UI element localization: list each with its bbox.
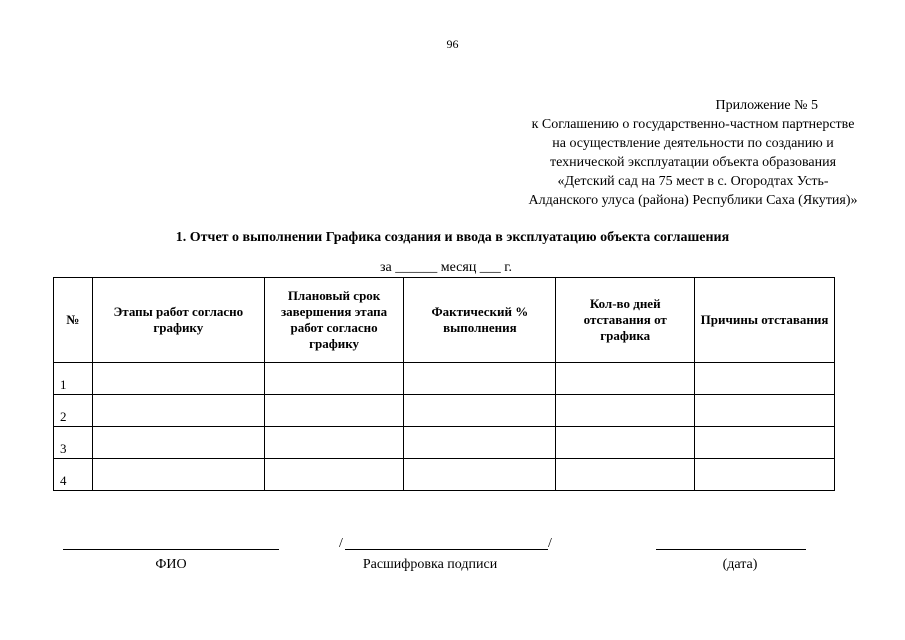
- header-reasons: Причины отставания: [695, 278, 835, 363]
- header-actual-percent: Фактический % выполнения: [404, 278, 556, 363]
- table-cell[interactable]: [695, 459, 835, 491]
- table-cell[interactable]: [92, 427, 264, 459]
- page-number: 96: [446, 37, 459, 51]
- appendix-line: «Детский сад на 75 мест в с. Огородтах Усть-: [557, 174, 829, 189]
- table-cell[interactable]: [404, 395, 556, 427]
- row-number: 1: [54, 363, 93, 395]
- table-row: [54, 459, 835, 491]
- date-signature-line[interactable]: [656, 549, 806, 550]
- fio-label: ФИО: [155, 557, 187, 572]
- table-row: [54, 427, 835, 459]
- table-cell[interactable]: [404, 459, 556, 491]
- table-cell[interactable]: [556, 459, 695, 491]
- table-cell[interactable]: [264, 395, 404, 427]
- table-cell[interactable]: [264, 363, 404, 395]
- row-number: 4: [54, 459, 93, 491]
- header-stages: Этапы работ согласно графику: [92, 278, 264, 363]
- appendix-header: [513, 96, 873, 210]
- table-header-row: [54, 278, 835, 363]
- table-cell[interactable]: [556, 427, 695, 459]
- table-cell[interactable]: [695, 363, 835, 395]
- table-row: [54, 395, 835, 427]
- appendix-line: к Соглашению о государственно-частном партнерстве: [531, 117, 855, 132]
- header-days-behind: Кол-во дней отставания от графика: [556, 278, 695, 363]
- signature-slash-left: /: [339, 536, 343, 551]
- signature-slash-right: /: [548, 536, 552, 551]
- table-cell[interactable]: [264, 459, 404, 491]
- row-number: 3: [54, 427, 93, 459]
- header-planned-deadline: Плановый срок завершения этапа работ согласно графику: [264, 278, 404, 363]
- table-cell[interactable]: [404, 427, 556, 459]
- table-cell[interactable]: [695, 427, 835, 459]
- table-cell[interactable]: [92, 363, 264, 395]
- row-number: 2: [54, 395, 93, 427]
- header-number: №: [54, 278, 93, 363]
- table-cell[interactable]: [92, 395, 264, 427]
- date-label: (дата): [722, 557, 758, 572]
- decode-label: Расшифровка подписи: [362, 557, 498, 572]
- table-cell[interactable]: [92, 459, 264, 491]
- fio-signature-line[interactable]: [63, 549, 279, 550]
- period-line: за ______ месяц ___ г.: [380, 260, 512, 275]
- report-title: 1. Отчет о выполнении Графика создания и ввода в эксплуатацию объекта соглашения: [175, 230, 730, 245]
- decode-signature-line[interactable]: [345, 549, 548, 550]
- appendix-title: Приложение № 5: [715, 98, 818, 113]
- table-cell[interactable]: [556, 363, 695, 395]
- appendix-line: Алданского улуса (района) Республики Саха (Якутия)»: [528, 193, 858, 208]
- table-cell[interactable]: [695, 395, 835, 427]
- appendix-line: технической эксплуатации объекта образования: [549, 155, 837, 170]
- table-row: [54, 363, 835, 395]
- table-cell[interactable]: [404, 363, 556, 395]
- table-cell[interactable]: [264, 427, 404, 459]
- table-cell[interactable]: [556, 395, 695, 427]
- schedule-report-table: [53, 277, 835, 491]
- appendix-line: на осуществление деятельности по созданию и: [552, 136, 834, 151]
